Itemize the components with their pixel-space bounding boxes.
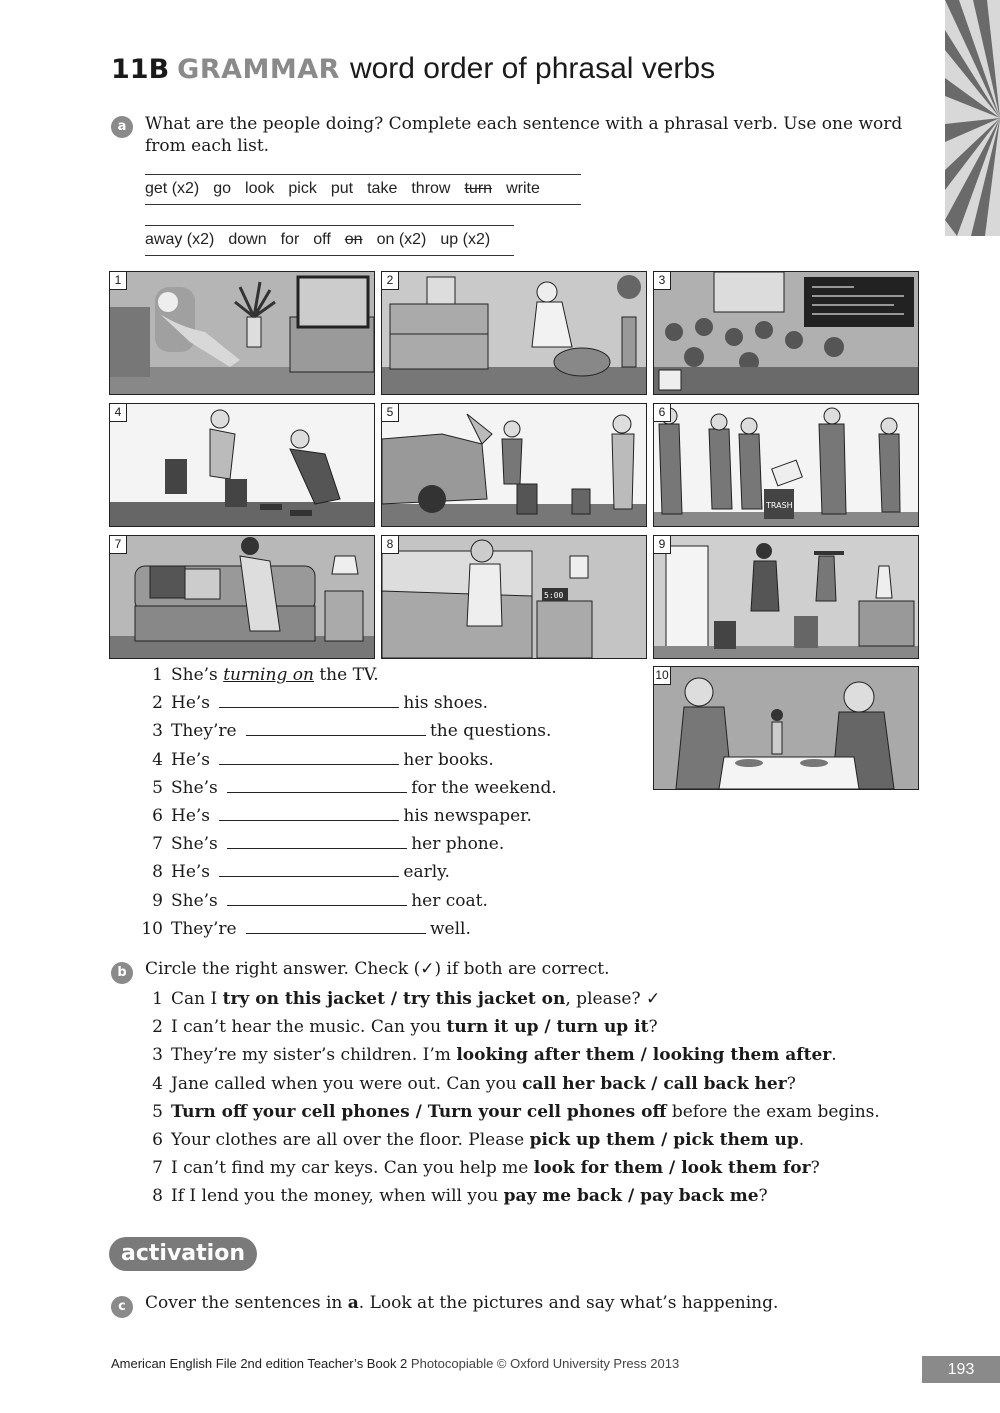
answer-options[interactable]: turn it up / turn up it bbox=[446, 1017, 649, 1038]
answer-blank[interactable] bbox=[219, 693, 399, 708]
sentence-text-end: ? bbox=[786, 1073, 796, 1094]
sentence-subject: He’s bbox=[171, 862, 211, 883]
sentence-b-2 bbox=[133, 1017, 658, 1037]
exercise-a-badge: a bbox=[111, 116, 133, 138]
picture-7 bbox=[109, 535, 375, 659]
picture-number: 9 bbox=[654, 536, 671, 554]
illustration-packing-car bbox=[382, 404, 646, 526]
trash-label: TRASH bbox=[766, 501, 793, 510]
example-answer: turning on bbox=[223, 665, 314, 685]
unit-code: 11B bbox=[111, 54, 170, 85]
sentence-b-7 bbox=[133, 1158, 820, 1178]
sentence-subject: He’s bbox=[171, 693, 211, 714]
sentence-number: 2 bbox=[152, 693, 163, 714]
word-list-verbs bbox=[145, 174, 581, 205]
sentence-object: his newspaper. bbox=[403, 806, 532, 826]
sentence-number: 4 bbox=[152, 749, 163, 770]
picture-number: 5 bbox=[382, 404, 399, 422]
sentence-text-end: , please? ✓ bbox=[565, 989, 661, 1009]
sentence-object: for the weekend. bbox=[411, 777, 557, 798]
particle-word: for bbox=[280, 231, 300, 248]
page-number: 193 bbox=[922, 1356, 1000, 1383]
footer-book-title: American English File 2nd edition Teacher’s Book 2 bbox=[111, 1356, 408, 1371]
sentence-text: If I lend you the money, when will you bbox=[171, 1186, 504, 1207]
answer-blank[interactable] bbox=[246, 919, 426, 934]
picture-3 bbox=[653, 271, 919, 395]
sentence-a-4 bbox=[133, 750, 494, 770]
picture-number: 6 bbox=[654, 404, 671, 422]
picture-number: 8 bbox=[382, 536, 399, 554]
sentence-text-end: before the exam begins. bbox=[666, 1101, 880, 1122]
answer-options[interactable]: look for them / look them for bbox=[533, 1158, 811, 1179]
particle-word: down bbox=[228, 231, 267, 248]
sentence-object: her coat. bbox=[411, 890, 488, 911]
sentence-subject: He’s bbox=[171, 749, 211, 770]
sentence-number: 3 bbox=[152, 721, 163, 742]
sentence-subject: She’s bbox=[171, 777, 218, 798]
exercise-c-badge: c bbox=[111, 1296, 133, 1318]
sentence-subject: They’re bbox=[171, 918, 237, 939]
sentence-number: 2 bbox=[152, 1017, 163, 1038]
sentence-text: I can’t hear the music. Can you bbox=[171, 1017, 447, 1038]
particle-word: off bbox=[313, 231, 331, 248]
section-subtitle: word order of phrasal verbs bbox=[349, 52, 716, 85]
footer-copyright: Photocopiable © Oxford University Press 2013 bbox=[410, 1356, 680, 1371]
sentence-subject: She’s bbox=[171, 665, 218, 685]
sentence-number: 7 bbox=[152, 1158, 163, 1179]
picture-6 bbox=[653, 403, 919, 527]
sentence-text: Jane called when you were out. Can you bbox=[171, 1073, 523, 1094]
picture-5 bbox=[381, 403, 647, 527]
sentence-text: Can I bbox=[171, 989, 223, 1009]
particle-word: on bbox=[344, 231, 363, 248]
answer-blank[interactable] bbox=[219, 862, 399, 877]
sentence-number: 9 bbox=[152, 890, 163, 911]
sentence-object: the TV. bbox=[319, 665, 379, 685]
picture-4 bbox=[109, 403, 375, 527]
sentence-number: 4 bbox=[152, 1073, 163, 1094]
picture-number: 7 bbox=[110, 536, 127, 554]
sentence-a-7 bbox=[133, 834, 504, 854]
verb-word: put bbox=[330, 180, 354, 197]
sentence-b-1 bbox=[133, 989, 660, 1009]
answer-options[interactable]: Turn off your cell phones / Turn your cell phones off bbox=[171, 1101, 667, 1122]
sentence-text: Your clothes are all over the floor. Please bbox=[171, 1130, 530, 1150]
particle-word: up (x2) bbox=[440, 231, 491, 248]
picture-number: 3 bbox=[654, 272, 671, 290]
illustration-couple-dinner bbox=[654, 667, 918, 789]
sentence-a-5 bbox=[133, 778, 557, 798]
answer-blank[interactable] bbox=[227, 891, 407, 906]
sentence-text: I can’t find my car keys. Can you help me bbox=[171, 1158, 534, 1179]
sentence-object: his shoes. bbox=[403, 693, 489, 714]
sentence-a-9 bbox=[133, 891, 488, 911]
sentence-number: 5 bbox=[152, 777, 163, 798]
answer-options[interactable]: call her back / call back her bbox=[522, 1073, 787, 1094]
sentence-b-4 bbox=[133, 1074, 796, 1094]
answer-options[interactable]: try on this jacket / try this jacket on bbox=[222, 989, 566, 1009]
sunburst-decoration bbox=[945, 0, 1000, 236]
illustration-picking-up-books bbox=[110, 404, 374, 526]
particle-word: on (x2) bbox=[376, 231, 427, 248]
sentence-subject: They’re bbox=[171, 721, 237, 742]
verb-word: go bbox=[213, 180, 232, 197]
sentence-object: early. bbox=[403, 862, 450, 883]
sentence-number: 1 bbox=[152, 665, 163, 685]
sentence-number: 7 bbox=[152, 834, 163, 855]
sentence-text-end: ? bbox=[648, 1017, 658, 1038]
sentence-number: 1 bbox=[152, 989, 163, 1009]
sentence-subject: She’s bbox=[171, 834, 218, 855]
sentence-object: her books. bbox=[403, 749, 494, 770]
verb-word: get (x2) bbox=[145, 180, 200, 197]
sentence-text-end: . bbox=[831, 1045, 837, 1066]
page-title bbox=[111, 52, 715, 86]
sentence-object: well. bbox=[429, 918, 471, 939]
illustration-man-bed-clock bbox=[382, 536, 646, 658]
picture-10 bbox=[653, 666, 919, 790]
verb-word: write bbox=[506, 180, 540, 197]
sentence-b-6 bbox=[133, 1130, 804, 1150]
picture-number: 2 bbox=[382, 272, 399, 290]
sentence-b-3 bbox=[133, 1045, 837, 1065]
picture-number: 4 bbox=[110, 404, 127, 422]
illustration-woman-tv bbox=[110, 272, 374, 394]
sentence-object: her phone. bbox=[411, 834, 505, 855]
picture-number: 10 bbox=[654, 667, 671, 685]
picture-number: 1 bbox=[110, 272, 127, 290]
answer-options[interactable]: pay me back / pay back me bbox=[503, 1186, 759, 1207]
sentence-text-end: ? bbox=[758, 1186, 768, 1207]
sentence-number: 6 bbox=[152, 806, 163, 826]
picture-8 bbox=[381, 535, 647, 659]
exercise-c-instruction bbox=[145, 1292, 915, 1314]
sentence-a-1 bbox=[133, 665, 379, 685]
footer bbox=[111, 1356, 679, 1371]
exercise-b-badge: b bbox=[111, 962, 133, 984]
verb-word: take bbox=[367, 180, 398, 197]
exercise-c-text-end: . Look at the pictures and say what’s happening. bbox=[358, 1293, 779, 1313]
sentence-text: They’re my sister’s children. I’m bbox=[171, 1045, 457, 1066]
verb-word: turn bbox=[464, 180, 493, 197]
particle-word: away (x2) bbox=[145, 231, 215, 248]
exercise-b-instruction: Circle the right answer. Check (✓) if both are correct. bbox=[145, 959, 610, 979]
activation-heading: activation bbox=[109, 1237, 257, 1271]
sentence-a-2 bbox=[133, 693, 488, 713]
sentence-number: 10 bbox=[141, 918, 163, 939]
sentence-a-3 bbox=[133, 721, 551, 741]
answer-blank[interactable] bbox=[227, 834, 407, 849]
answer-options[interactable]: looking after them / looking them after bbox=[456, 1045, 832, 1066]
exercise-a-instruction: What are the people doing? Complete each sentence with a phrasal verb. Use one word from each list. bbox=[145, 114, 903, 156]
exercise-c-text: Cover the sentences in bbox=[145, 1293, 348, 1313]
sentence-subject: He’s bbox=[171, 806, 211, 826]
sentence-a-10 bbox=[133, 919, 471, 939]
illustration-classroom bbox=[654, 272, 918, 394]
sentence-a-6 bbox=[133, 806, 532, 826]
sentence-object: the questions. bbox=[429, 721, 552, 742]
section-label: GRAMMAR bbox=[177, 54, 340, 85]
illustration-woman-sofa-phone bbox=[110, 536, 374, 658]
sentence-text-end: . bbox=[798, 1130, 805, 1150]
exercise-c-ref: a bbox=[347, 1293, 359, 1313]
sentence-number: 3 bbox=[152, 1045, 163, 1066]
sentence-number: 8 bbox=[152, 1186, 163, 1207]
sentence-text-end: ? bbox=[810, 1158, 820, 1179]
sentence-b-8 bbox=[133, 1186, 768, 1206]
illustration-trash-newspaper bbox=[654, 404, 918, 526]
answer-blank[interactable] bbox=[227, 778, 407, 793]
sentence-a-8 bbox=[133, 862, 450, 882]
picture-9 bbox=[653, 535, 919, 659]
sentence-b-5 bbox=[133, 1102, 880, 1122]
sentence-subject: She’s bbox=[171, 890, 218, 911]
word-list-particles bbox=[145, 225, 514, 256]
answer-blank[interactable] bbox=[246, 721, 426, 736]
picture-1 bbox=[109, 271, 375, 395]
verb-word: throw bbox=[411, 180, 451, 197]
sentence-number: 5 bbox=[152, 1101, 163, 1122]
picture-2 bbox=[381, 271, 647, 395]
illustration-man-shoes bbox=[382, 272, 646, 394]
answer-blank[interactable] bbox=[219, 806, 399, 821]
verb-word: look bbox=[245, 180, 275, 197]
sentence-number: 8 bbox=[152, 862, 163, 883]
answer-options[interactable]: pick up them / pick them up bbox=[529, 1130, 799, 1150]
sentence-number: 6 bbox=[152, 1130, 163, 1150]
verb-word: pick bbox=[288, 180, 317, 197]
clock-display: 5:00 bbox=[544, 591, 564, 600]
illustration-woman-coat bbox=[654, 536, 918, 658]
answer-blank[interactable] bbox=[219, 750, 399, 765]
